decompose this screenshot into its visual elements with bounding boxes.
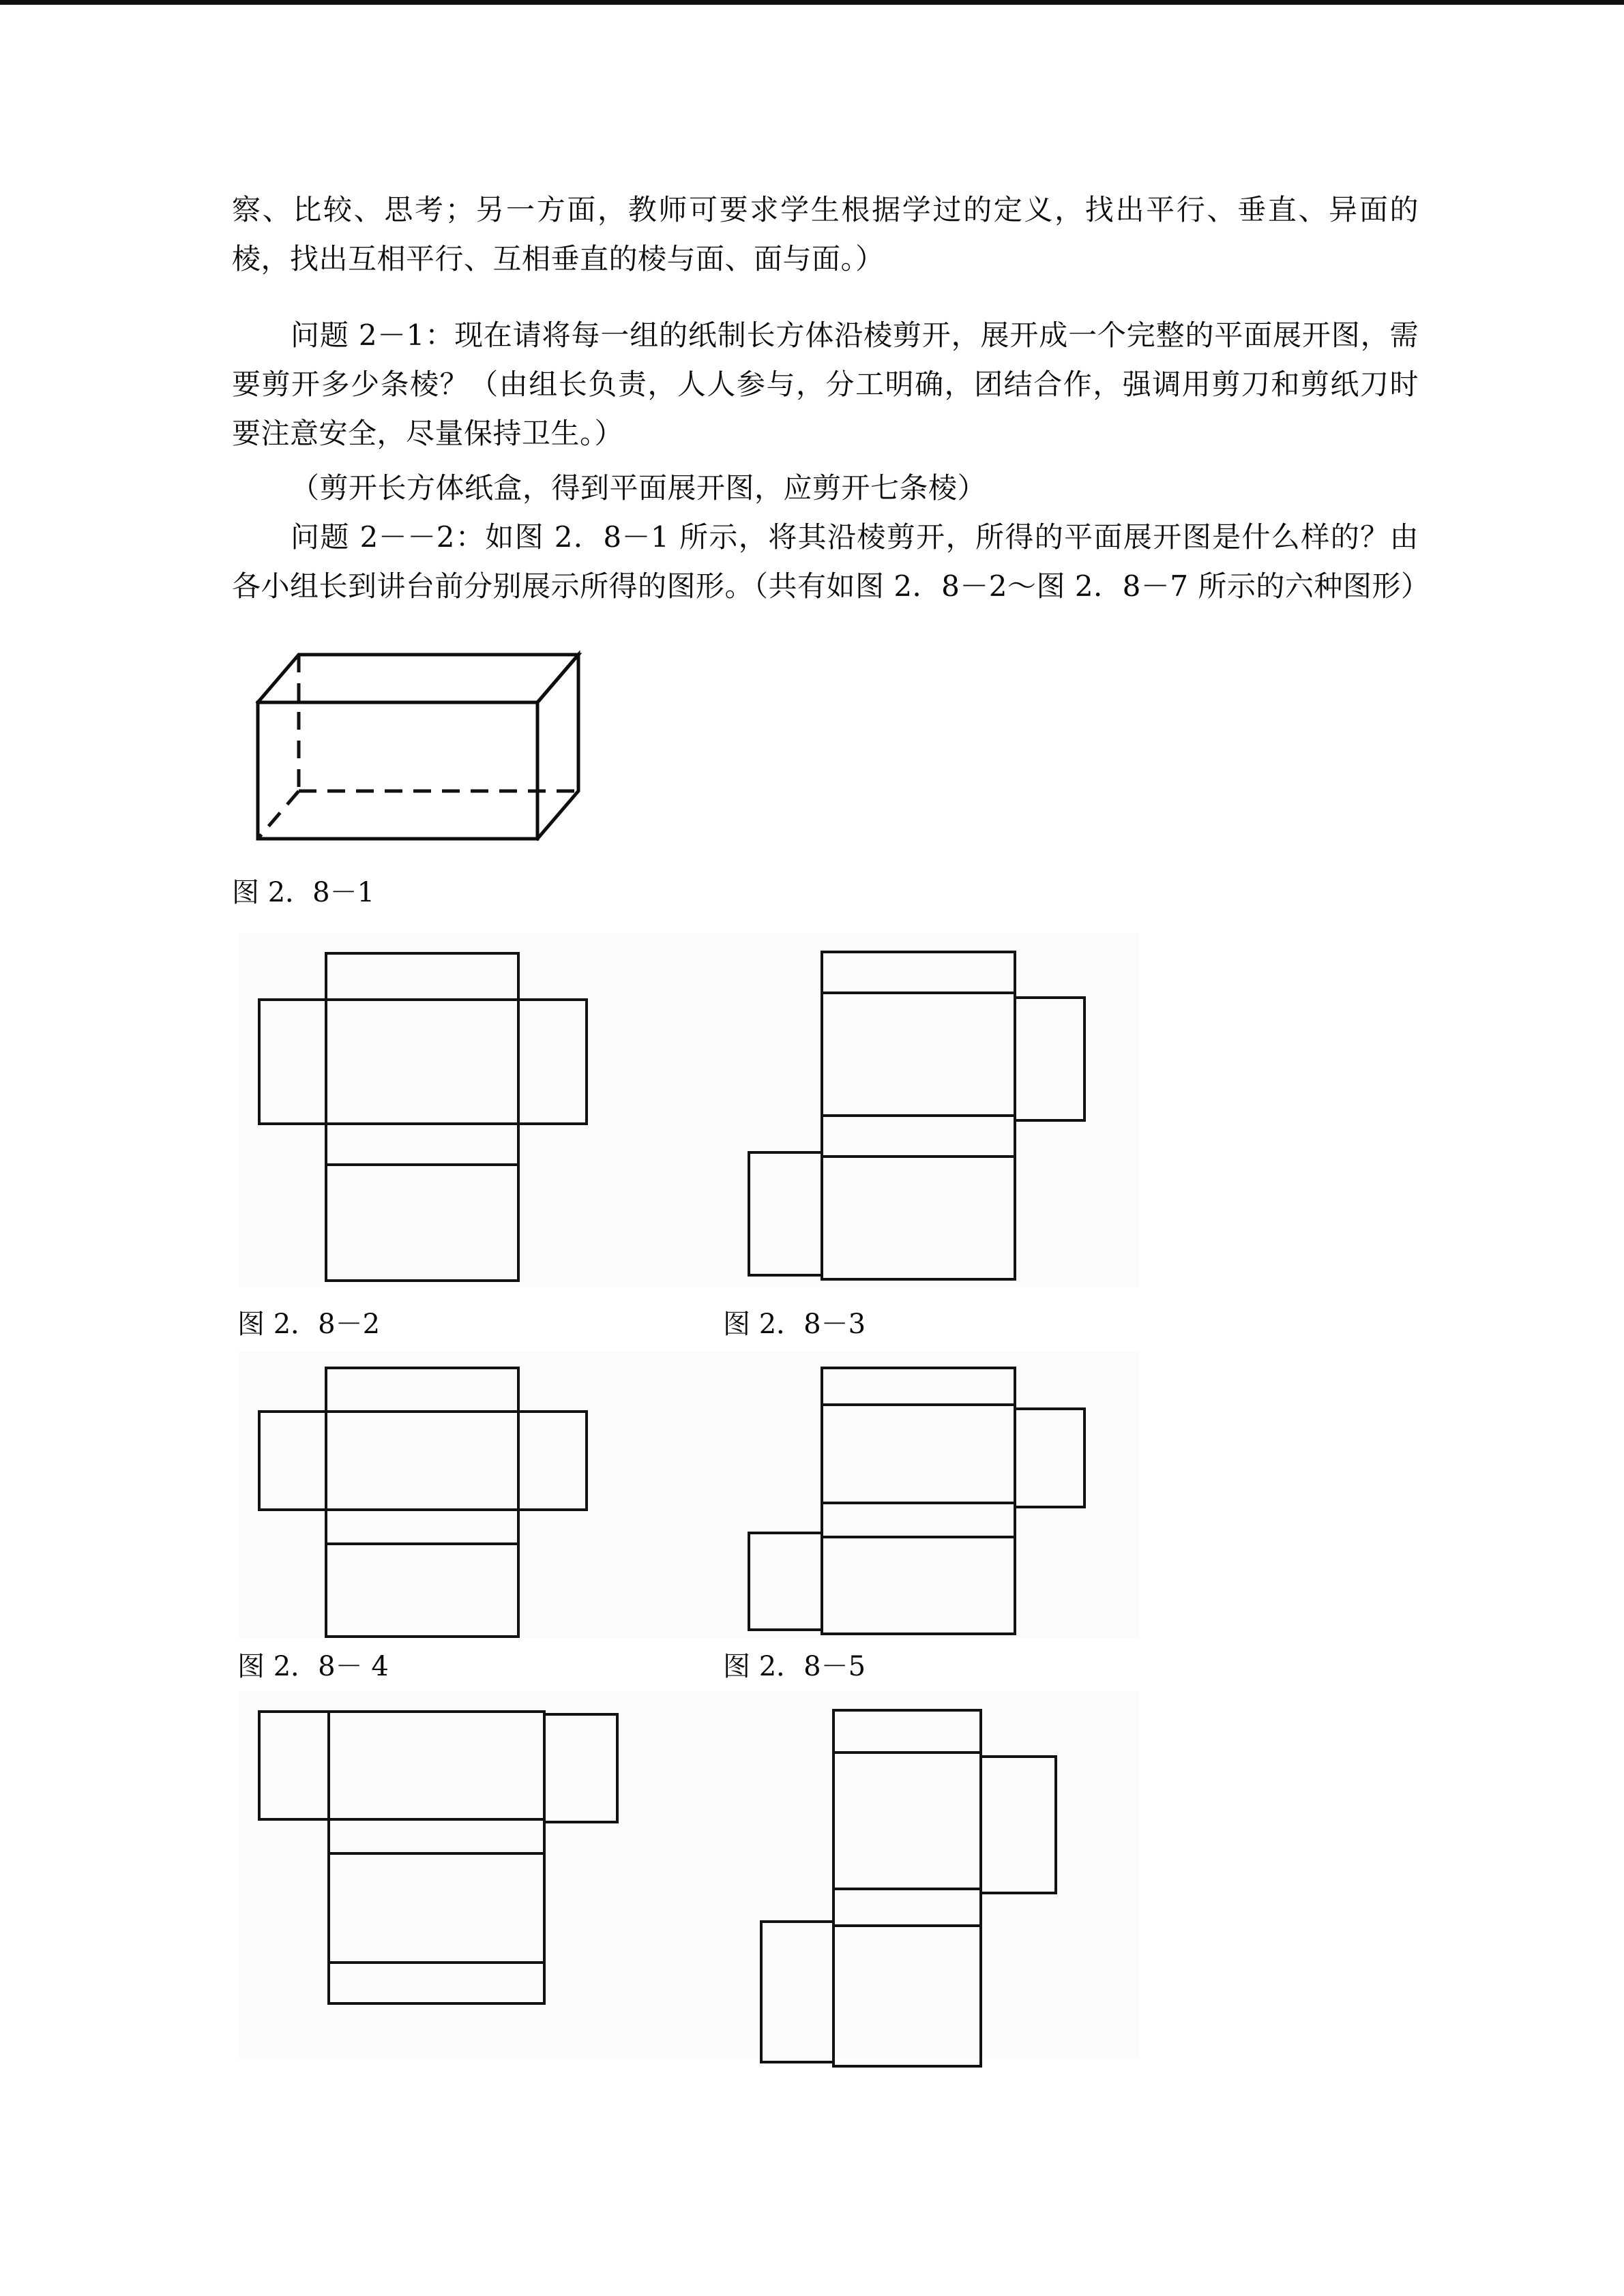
figure-caption-3: 图 2．8－3 [723, 1309, 866, 1340]
figure-net-5 [730, 1358, 1153, 1645]
paragraph-3: （剪开长方体纸盒，得到平面展开图，应剪开七条棱） [291, 471, 987, 505]
figure-caption-2: 图 2．8－2 [237, 1309, 381, 1340]
figure-net-7 [730, 1698, 1153, 2168]
paragraph-2: 问题 2－1：现在请将每一组的纸制长方体沿棱剪开，展开成一个完整的平面展开图，需要剪开多少条棱？（由组长负责，人人参与，分工明确，团结合作，强调用剪刀和剪纸刀时要注意安全，尽量保持卫生。） [232, 318, 1419, 450]
figure-caption-4: 图 2．8－ 4 [237, 1651, 389, 1682]
figure-caption-5: 图 2．8－5 [723, 1651, 866, 1682]
figure-net-3 [730, 940, 1153, 1294]
figure-net-2 [246, 940, 655, 1294]
paragraph-spacer [232, 284, 1419, 311]
figure-caption-1: 图 2．8－1 [232, 877, 375, 908]
paragraph-spacer [232, 458, 1419, 464]
figure-net-4 [246, 1358, 655, 1645]
paragraph-4: 问题 2－－2：如图 2．8－1 所示，将其沿棱剪开，所得的平面展开图是什么样的？由各小组长到讲台前分别展示所得的图形。（共有如图 2．8－2～图 2．8－7 所示的六种图形） [232, 520, 1430, 603]
page-top-rule [0, 0, 1624, 5]
figure-net-6 [246, 1698, 668, 2039]
paragraph-1: 察、比较、思考；另一方面，教师可要求学生根据学过的定义，找出平行、垂直、异面的棱，找出互相平行、互相垂直的棱与面、面与面。） [232, 193, 1419, 275]
text-body [232, 185, 1430, 611]
figure-cuboid-3d [244, 634, 619, 866]
